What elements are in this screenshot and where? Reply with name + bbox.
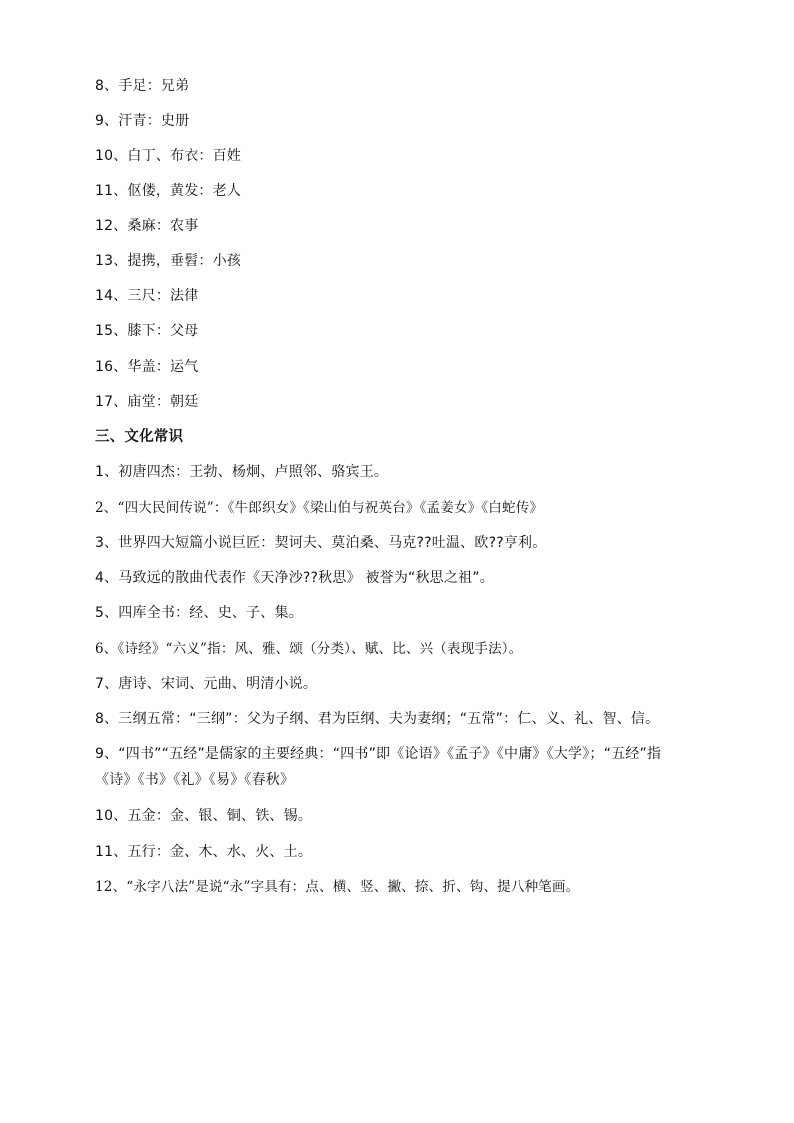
- culture-item: 9、“四书”“五经”是儒家的主要经典：“四书”即《论语》《孟子》《中庸》《大学》；“五经”指: [95, 746, 662, 762]
- culture-item: 1、初唐四杰：王勃、杨炯、卢照邻、骆宾王。: [95, 464, 389, 480]
- glossary-item: 9、汗青：史册: [95, 113, 190, 129]
- glossary-item: 15、膝下：父母: [95, 323, 199, 339]
- glossary-item: 11、伛偻，黄发：老人: [95, 183, 242, 199]
- glossary-item: 8、手足：兄弟: [95, 78, 190, 94]
- culture-item: 2、“四大民间传说”：《牛郎织女》《梁山伯与祝英台》《孟姜女》《白蛇传》: [95, 500, 544, 516]
- culture-item: 10、五金：金、银、铜、铁、锡。: [95, 808, 313, 824]
- culture-item: 7、唐诗、宋词、元曲、明清小说。: [95, 676, 318, 692]
- glossary-item: 12、桑麻：农事: [95, 218, 199, 234]
- culture-item: 12、“永字八法”是说“永”字具有：点、横、竖、撇、捺、折、钩、提八种笔画。: [95, 879, 580, 895]
- culture-item: 《诗》《书》《礼》《易》《春秋》: [95, 772, 295, 788]
- glossary-item: 17、庙堂：朝廷: [95, 394, 199, 410]
- culture-item: 4、马致远的散曲代表作《天净沙??秋思》 被誉为“秋思之祖”。: [95, 570, 494, 586]
- glossary-item: 10、白丁、布衣：百姓: [95, 148, 242, 164]
- glossary-item: 16、华盖：运气: [95, 359, 199, 375]
- culture-item: 3、世界四大短篇小说巨匠：契诃夫、莫泊桑、马克??吐温、欧??亨利。: [95, 535, 547, 551]
- culture-item: 6、《诗经》“六义”指：风、雅、颂（分类）、赋、比、兴（表现手法）。: [95, 641, 523, 657]
- section-heading: 三、文化常识: [95, 429, 184, 445]
- glossary-item: 13、提携，垂髫：小孩: [95, 253, 242, 269]
- culture-item: 5、四库全书：经、史、子、集。: [95, 605, 303, 621]
- culture-item: 8、三纲五常：“三纲”：父为子纲、君为臣纲、夫为妻纲；“五常”：仁、义、礼、智、信。: [95, 711, 660, 727]
- culture-item: 11、五行：金、木、水、火、土。: [95, 844, 313, 860]
- glossary-item: 14、三尺：法律: [95, 288, 199, 304]
